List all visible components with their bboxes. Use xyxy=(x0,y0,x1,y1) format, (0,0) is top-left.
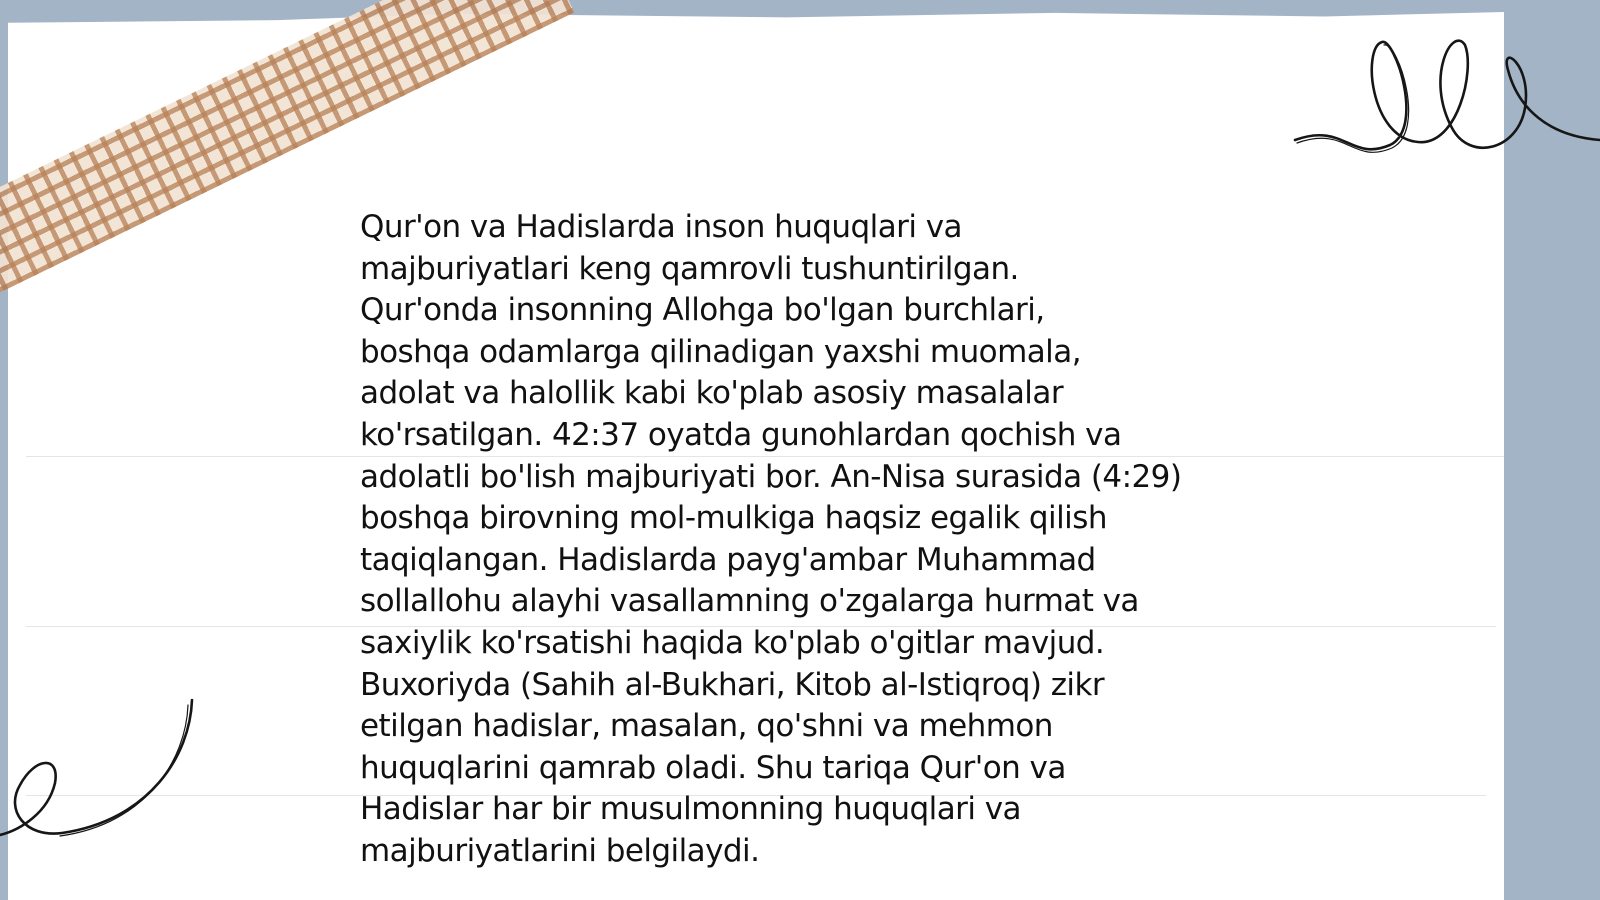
swirl-doodle-icon xyxy=(0,695,200,855)
body-text: Qur'on va Hadislarda inson huquqlari va majburiyatlari keng qamrovli tushuntirilgan. Qur'onda insonning Allohga bo'lgan burchlari, boshqa odamlarga qilinadigan yaxshi muomala, adolat va halollik kabi ko'plab asosiy masalalar ko'rsatilgan. 42:37 oyatda gunohlardan qochish va adolatli bo'lish majburiyati bor. An-Nisa surasida (4:29) boshqa birovning mol-mulkiga haqsiz egalik qilish taqiqlangan. Hadislarda payg'ambar Muhammad sollallohu alayhi vasallamning o'zgalarga hurmat va saxiylik ko'rsatishi haqida ko'plab o'gitlar mavjud. Buxoriyda (Sahih al-Bukhari, Kitob al-Istiqroq) zikr etilgan hadislar, masalan, qo'shni va mehmon huquqlarini qamrab oladi. Shu tariqa Qur'on va Hadislar har bir musulmonning huquqlari va majburiyatlarini belgilaydi. xyxy=(360,209,1182,869)
loop-doodle-icon xyxy=(1290,30,1600,165)
